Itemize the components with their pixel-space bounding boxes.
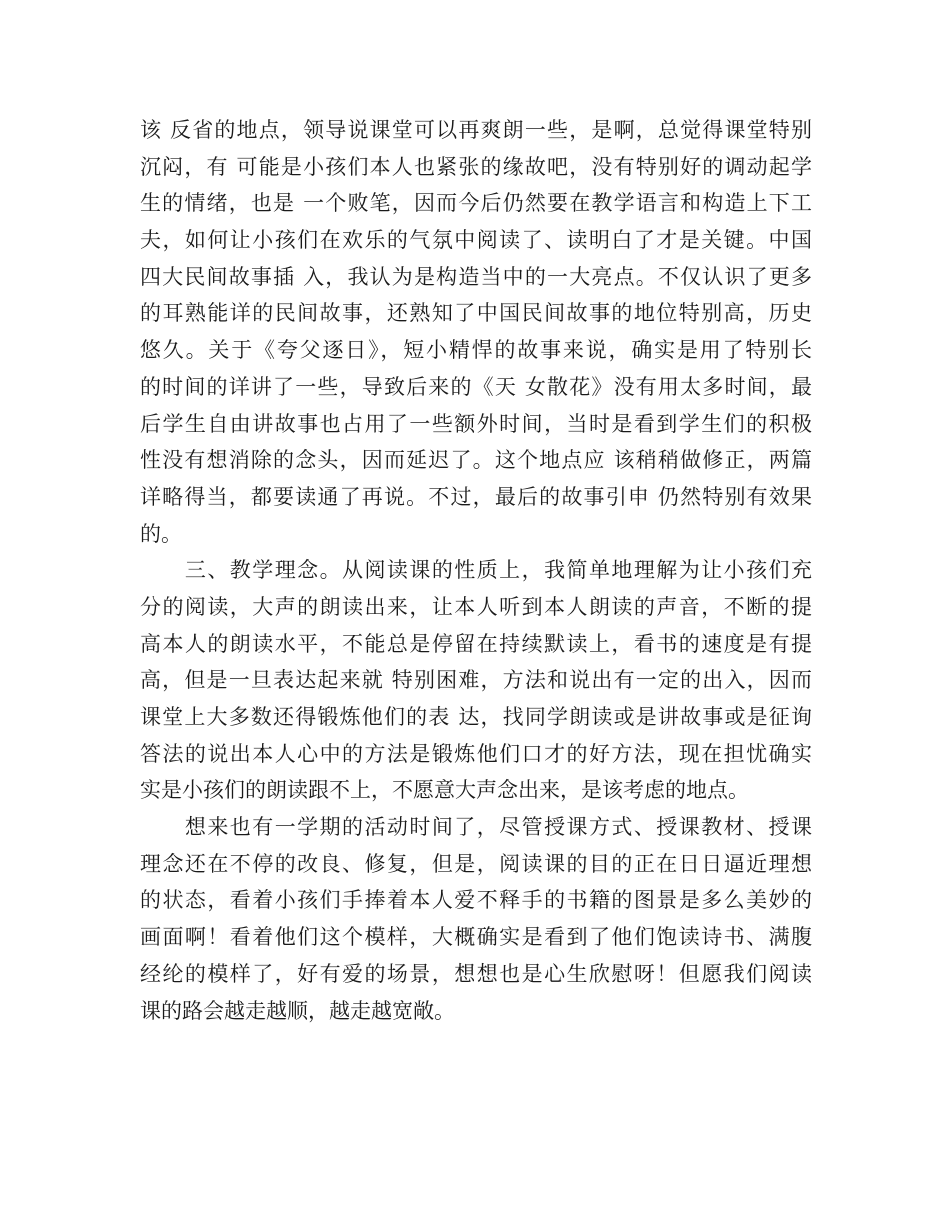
paragraph-2-line-6: 答法的说出本人心中的方法是锻炼他们口才的好方法，现在担忧确实 [140,741,812,766]
paragraph-1-line-3: 生的情绪，也是 一个败笔，因而今后仍然要在教学语言和构造上下工 [140,191,812,216]
paragraph-2-line-4: 高，但是一旦表达起来就 特别困难，方法和说出有一定的出入，因而 [140,668,812,693]
paragraph-3-line-1: 想来也有一学期的活动时间了，尽管授课方式、授课教材、授课 [140,815,812,840]
paragraph-3-line-3: 的状态，看着小孩们手捧着本人爱不释手的书籍的图景是多么美妙的 [140,888,812,913]
paragraph-1-line-2: 沉闷，有 可能是小孩们本人也紧张的缘故吧，没有特别好的调动起学 [140,154,812,179]
paragraph-3-line-6: 课的路会越走越顺，越走越宽敞。 [140,998,455,1023]
paragraph-1-line-10: 性没有想消除的念头，因而延迟了。这个地点应 该稍稍做修正，两篇 [140,448,812,473]
paragraph-2-line-1: 三、教学理念。从阅读课的性质上，我简单地理解为让小孩们充 [140,558,812,583]
paragraph-1-line-7: 悠久。关于《夸父逐日》，短小精悍的故事来说，确实是用了特别长 [140,338,812,363]
paragraph-1-line-5: 四大民间故事插 入，我认为是构造当中的一大亮点。不仅认识了更多 [140,264,812,289]
paragraph-3-line-2: 理念还在不停的改良、修复，但是，阅读课的目的正在日日逼近理想 [140,851,812,876]
paragraph-1-line-11: 详略得当，都要读通了再说。不过，最后的故事引申 仍然特别有效果 [140,484,812,509]
paragraph-2-line-5: 课堂上大多数还得锻炼他们的表 达，找同学朗读或是讲故事或是征询 [140,705,812,729]
paragraph-1-line-4: 夫，如何让小孩们在欢乐的气氛中阅读了、读明白了才是关键。中国 [140,228,812,253]
paragraph-1-line-8: 的时间的详讲了一些，导致后来的《天 女散花》没有用太多时间，最 [140,374,812,399]
paragraph-3-line-5: 经纶的模样了，好有爱的场景，想想也是心生欣慰呀！但愿我们阅读 [140,961,812,986]
paragraph-1-line-1: 该 反省的地点，领导说课堂可以再爽朗一些，是啊，总觉得课堂特别 [140,118,812,142]
paragraph-1-line-9: 后学生自由讲故事也占用了一些额外时间，当时是看到学生们的积极 [140,411,812,436]
document-body [140,112,812,1029]
paragraph-3-line-4: 画面啊！看着他们这个模样，大概确实是看到了他们饱读诗书、满腹 [140,925,812,950]
paragraph-2-line-7: 实是小孩们的朗读跟不上，不愿意大声念出来，是该考虑的地点。 [140,778,749,803]
paragraph-2-line-2: 分的阅读，大声的朗读出来，让本人听到本人朗读的声音，不断的提 [140,594,812,619]
paragraph-1-line-12: 的。 [140,521,182,546]
paragraph-2-line-3: 高本人的朗读水平，不能总是停留在持续默读上，看书的速度是有提 [140,631,812,656]
paragraph-1-line-6: 的耳熟能详的民间故事，还熟知了中国民间故事的地位特别高，历史 [140,301,812,326]
